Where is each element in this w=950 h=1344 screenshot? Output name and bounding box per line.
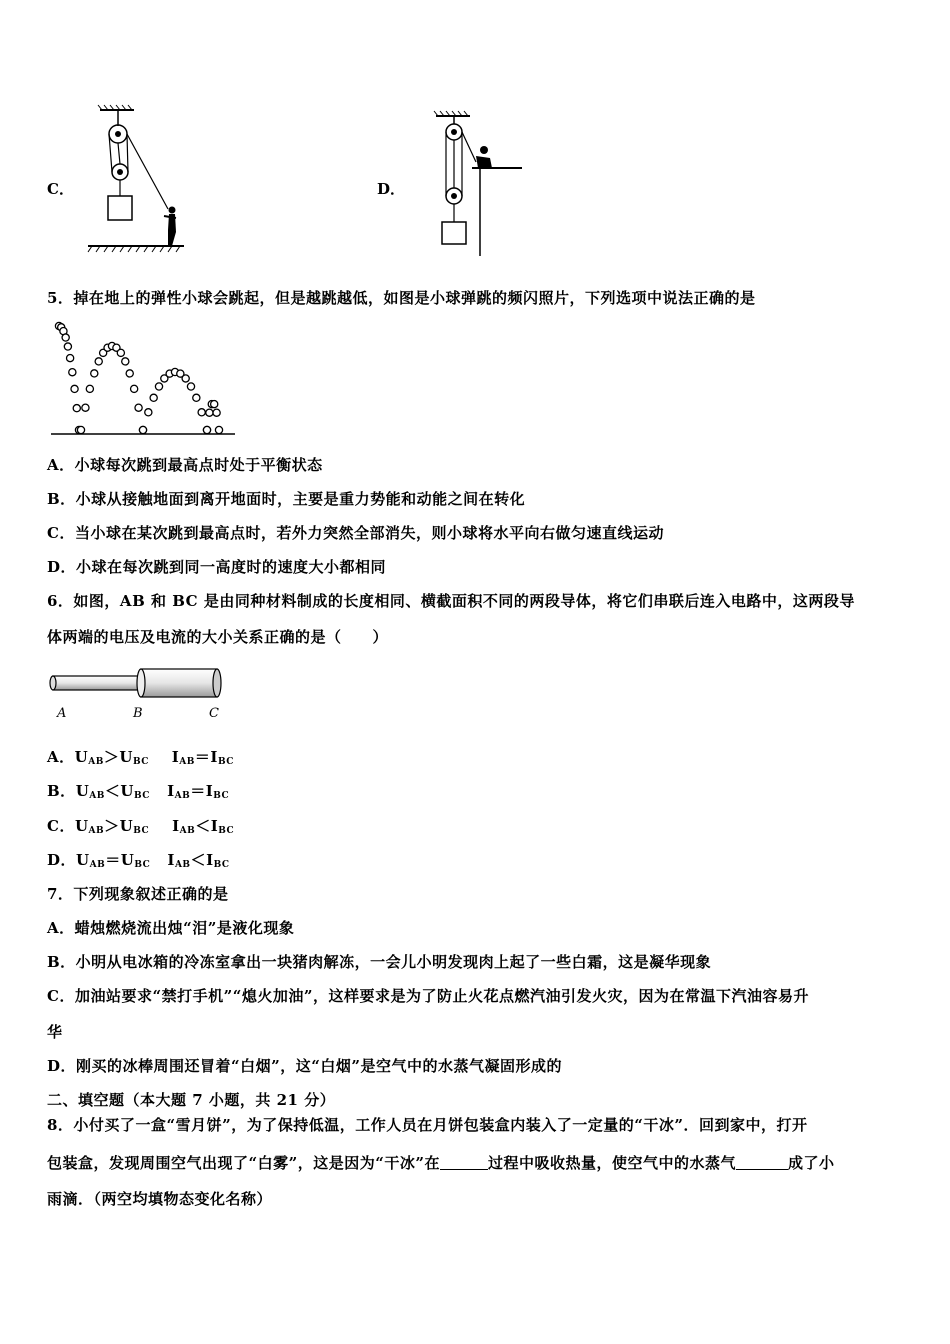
ball-dot [62, 334, 69, 341]
ball-dot [77, 426, 84, 433]
ball-dot [155, 383, 162, 390]
q6-option-c: C．$U_{AB}>U_{BC}$ $I_{AB}<I_{BC}$ [47, 817, 235, 836]
q6-option-d: D．$U_{AB}=U_{BC}$ $I_{AB}<I_{BC}$ [47, 851, 230, 870]
q4-option-c-label: C． [47, 180, 74, 198]
q8-line1: 8．小付买了一盒“雪月饼”，为了保持低温，工作人员在月饼包装盒内装入了一定量的“干冰”．回到家中，打开 [47, 1116, 808, 1134]
q7-option-a: A．蜡烛燃烧流出烛“泪”是液化现象 [47, 919, 295, 937]
q5-option-a: A．小球每次跳到最高点时处于平衡状态 [47, 456, 323, 474]
q5-option-c: C．当小球在某次跳到最高点时，若外力突然全部消失，则小球将水平向右做匀速直线运动 [47, 524, 664, 542]
ball-dot [198, 409, 205, 416]
pulley-figure-d [432, 110, 524, 260]
q7-option-c-cont: 华 [47, 1023, 63, 1041]
conductor-label-a: A [57, 706, 67, 721]
q8-line3: 雨滴．（两空均填物态变化名称） [47, 1190, 273, 1208]
ball-dot [131, 385, 138, 392]
answer-blank-1[interactable] [440, 1155, 488, 1170]
ball-dot [213, 409, 220, 416]
ball-dot [86, 385, 93, 392]
ball-dot [82, 404, 89, 411]
ball-dot [95, 358, 102, 365]
q7-option-c: C．加油站要求“禁打手机”“熄火加油”，这样要求是为了防止火花点燃汽油引发火灾，因为在常温下汽油容易升 [47, 987, 809, 1005]
section-title: 二、填空题（本大题 7 小题，共 21 分） [47, 1091, 336, 1109]
ball-dot [139, 426, 146, 433]
ball-dot [150, 394, 157, 401]
ball-dot [122, 358, 129, 365]
q5-option-d: D．小球在每次跳到同一高度时的速度大小都相同 [47, 558, 387, 576]
ball-dot [64, 343, 71, 350]
ball-dot [117, 349, 124, 356]
ball-dot [182, 375, 189, 382]
ball-dot [203, 426, 210, 433]
answer-blank-2[interactable] [736, 1155, 788, 1170]
conductor-figure [47, 664, 227, 704]
q5-option-b: B．小球从接触地面到离开地面时，主要是重力势能和动能之间在转化 [47, 490, 526, 508]
ball-dot [135, 404, 142, 411]
ball-dot [145, 409, 152, 416]
q6-option-a: A．$U_{AB}>U_{BC}$ $I_{AB}=I_{BC}$ [47, 748, 234, 767]
q7-option-b: B．小明从电冰箱的冷冻室拿出一块猪肉解冻，一会儿小明发现肉上起了一些白霜，这是凝华现象 [47, 953, 712, 971]
conductor-label-b: B [133, 706, 143, 721]
bouncing-ball-figure [47, 316, 239, 440]
ball-dot [211, 400, 218, 407]
ball-dot [126, 370, 133, 377]
q6-stem-line1: 6．如图，AB 和 BC 是由同种材料制成的长度相同、横截面积不同的两段导体，将它们串联后连入电路中，这两段导 [47, 592, 855, 610]
ball-dot [67, 354, 74, 361]
ball-dot [91, 370, 98, 377]
ball-dot [206, 409, 213, 416]
ball-dot [193, 394, 200, 401]
pulley-figure-c [86, 104, 186, 254]
q6-option-b: B．$U_{AB}<U_{BC}$ $I_{AB}=I_{BC}$ [47, 782, 230, 801]
ball-dot [215, 426, 222, 433]
q6-stem-line2: 体两端的电压及电流的大小关系正确的是（ ） [47, 628, 389, 646]
q8-line2: 包装盒，发现周围空气出现了“白雾”，这是因为“干冰”在 过程中吸收热量，使空气中的水蒸气 成了小 [47, 1154, 835, 1172]
ball-dot [69, 369, 76, 376]
ball-dot [187, 383, 194, 390]
ball-dot [71, 385, 78, 392]
q4-option-d-label: D． [377, 180, 406, 198]
q7-stem: 7．下列现象叙述正确的是 [47, 885, 229, 903]
q7-option-d: D．刚买的冰棒周围还冒着“白烟”，这“白烟”是空气中的水蒸气凝固形成的 [47, 1057, 563, 1075]
ball-dot [73, 405, 80, 412]
q5-stem: 5．掉在地上的弹性小球会跳起，但是越跳越低，如图是小球弹跳的频闪照片，下列选项中说法正确的是 [47, 289, 756, 307]
conductor-label-c: C [209, 706, 219, 721]
